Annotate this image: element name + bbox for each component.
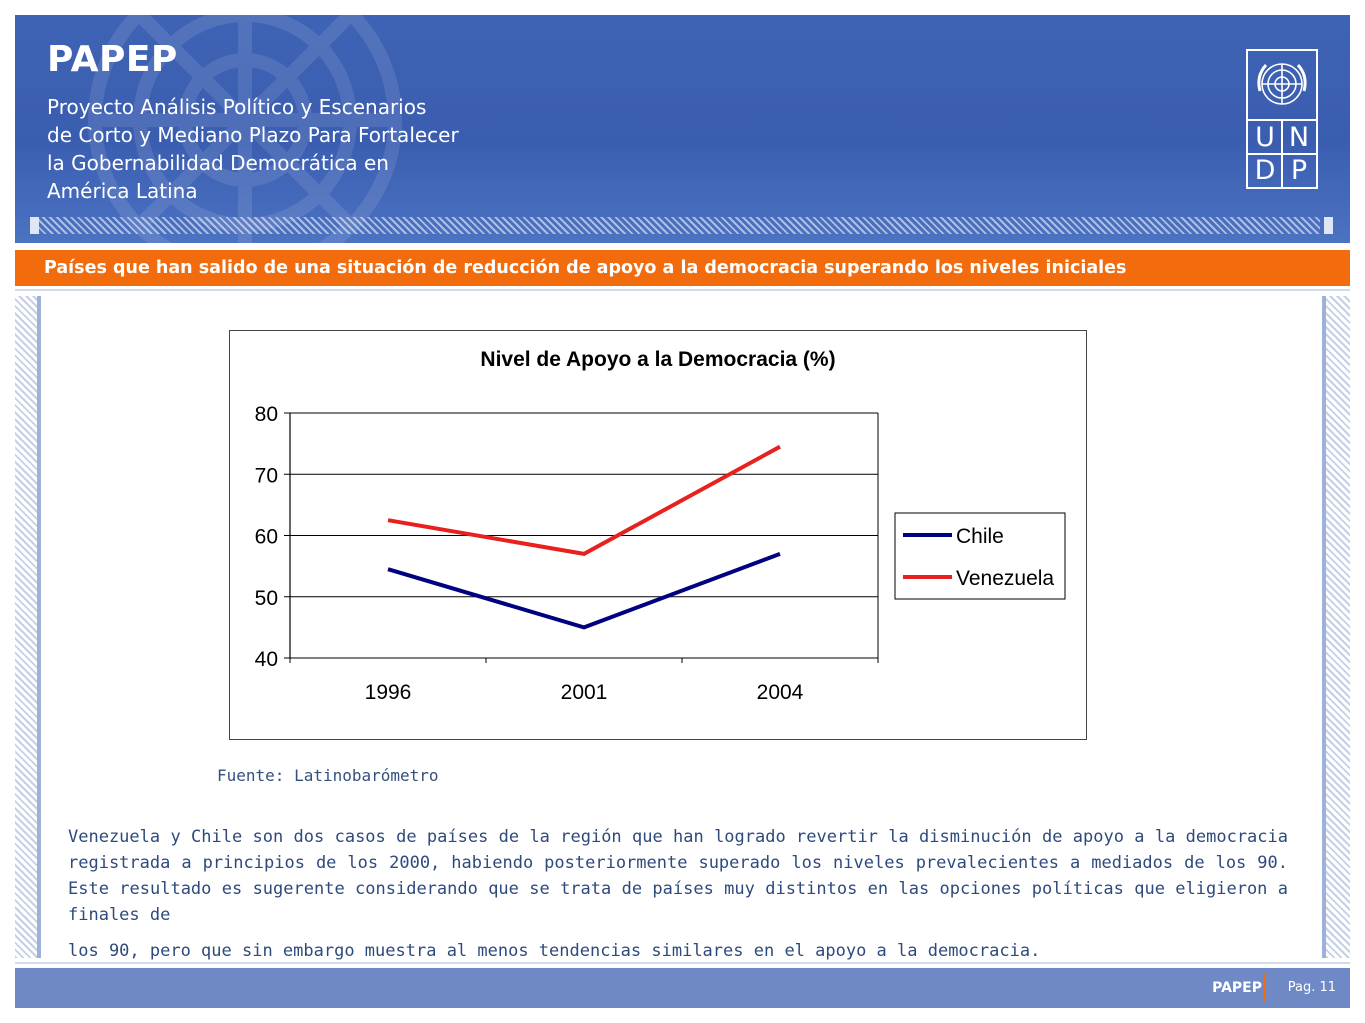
y-tick-label: 80 <box>254 403 278 426</box>
source-note: Fuente: Latinobarómetro <box>217 766 439 785</box>
header-hatch-band <box>30 217 1320 234</box>
chart-title: Nivel de Apoyo a la Democracia (%) <box>480 348 836 371</box>
series-line-venezuela <box>388 447 780 554</box>
subtitle-line: América Latina <box>47 179 198 203</box>
project-subtitle <box>47 93 527 205</box>
subtitle-line: de Corto y Mediano Plazo Para Fortalecer <box>47 123 459 147</box>
footer-bar <box>15 968 1350 1008</box>
right-stripe <box>1326 296 1350 958</box>
left-stripe <box>15 296 39 958</box>
legend-label: Chile <box>956 525 1004 548</box>
undp-logo <box>1246 49 1318 189</box>
legend-label: Venezuela <box>956 567 1055 590</box>
section-title: Países que han salido de una situación de reducción de apoyo a la democracia superando los niveles iniciales <box>15 250 1350 286</box>
logo-letter: D <box>1254 155 1276 186</box>
logo-letter: N <box>1288 122 1310 153</box>
body-text-main: Venezuela y Chile son dos casos de países de la región que han logrado revertir la disminución de apoyo a la democracia registrada a principios de los 2000, habiendo posteriormente superado los niveles prevalecientes a mediados de los 90. Este resultado es sugerente considerando que se trata de países muy distintos en las opciones políticas que eligieron a finales de <box>68 827 1288 925</box>
undp-letter-grid <box>1248 121 1316 187</box>
hatch-end-left <box>30 217 39 234</box>
body-text-last: los 90, pero que sin embargo muestra al menos tendencias similares en el apoyo a la democracia. <box>68 941 1041 961</box>
body-paragraph <box>68 824 1288 964</box>
title-divider <box>15 289 1350 291</box>
un-emblem-icon <box>1248 51 1316 121</box>
page-number: Pag. 11 <box>1287 980 1336 995</box>
hatch-end-right <box>1324 217 1333 234</box>
line-chart <box>229 330 1087 740</box>
footer-brand: PAPEP <box>1212 980 1262 996</box>
logo-letter: U <box>1255 122 1275 153</box>
logo-letter: P <box>1290 155 1308 186</box>
brand-title: PAPEP <box>47 39 178 80</box>
left-rule <box>37 296 41 958</box>
x-tick-label: 1996 <box>364 681 412 704</box>
y-tick-label: 70 <box>254 464 278 488</box>
y-tick-label: 50 <box>254 586 278 610</box>
y-tick-label: 60 <box>254 525 278 549</box>
x-tick-label: 2001 <box>560 681 608 704</box>
subtitle-line: Proyecto Análisis Político y Escenarios <box>47 95 427 119</box>
series-line-chile <box>388 554 780 628</box>
footer-divider <box>15 962 1350 964</box>
x-tick-label: 2004 <box>756 681 804 704</box>
header-banner <box>15 15 1350 243</box>
y-tick-label: 40 <box>254 648 278 671</box>
subtitle-line: la Gobernabilidad Democrática en <box>47 151 389 175</box>
chart-plot <box>230 331 1086 739</box>
footer-separator <box>1264 974 1266 1002</box>
